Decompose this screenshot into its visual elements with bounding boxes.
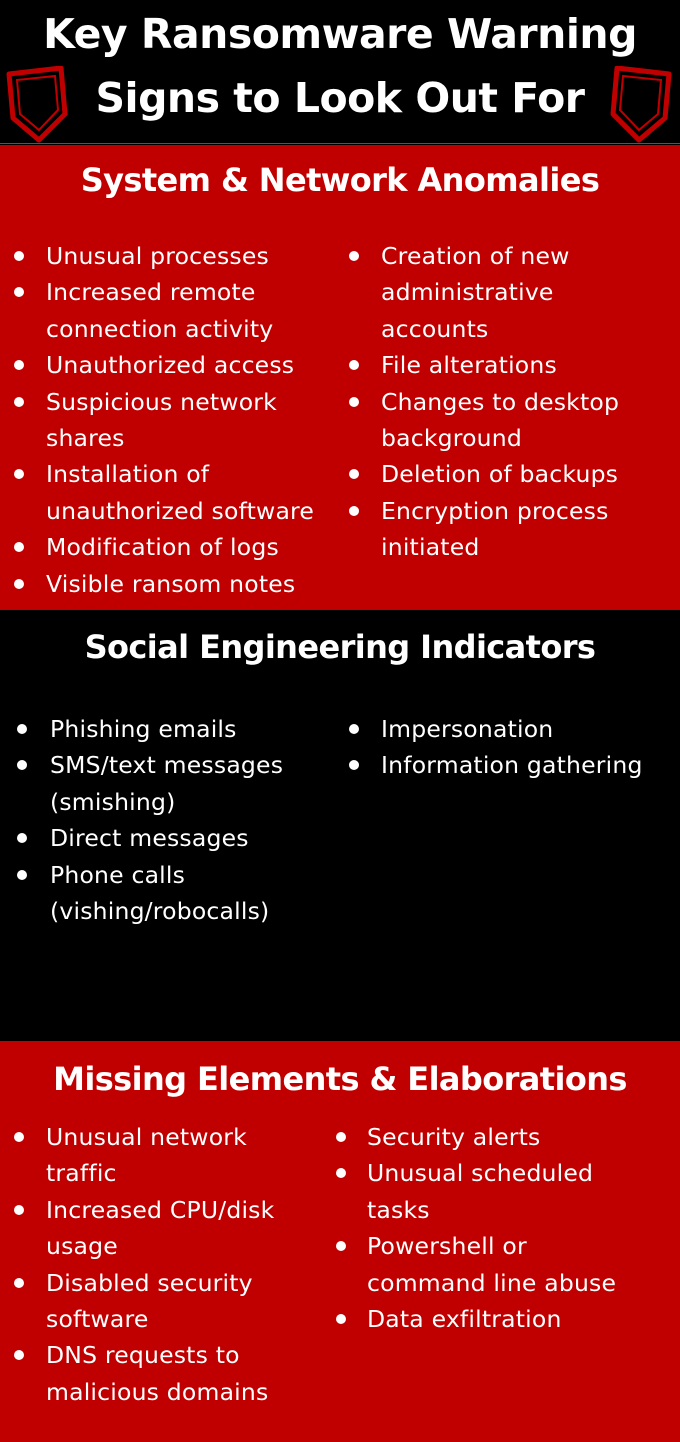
list-item — [14, 384, 344, 457]
list-item-text: Powershell or command line abuse — [367, 1232, 617, 1297]
list-item-text: Data exfiltration — [367, 1305, 562, 1334]
list-item-text: Unauthorized access — [46, 351, 295, 380]
bullet-icon — [349, 360, 359, 370]
bullet-icon — [14, 360, 24, 370]
bullet-icon — [14, 397, 24, 407]
list-item — [17, 820, 337, 856]
bullet-icon — [14, 1350, 24, 1360]
bullet-icon — [14, 469, 24, 479]
section-title: Social Engineering Indicators — [84, 628, 596, 666]
list-item — [336, 1119, 676, 1155]
right-list — [336, 1119, 676, 1337]
list-item — [14, 456, 344, 529]
list-item-text: Unusual scheduled tasks — [367, 1159, 594, 1224]
bullet-icon — [349, 397, 359, 407]
list-item — [336, 1228, 676, 1301]
bullet-icon — [14, 251, 24, 261]
bullet-icon — [17, 833, 27, 843]
list-item-text: SMS/text messages (smishing) — [50, 751, 284, 816]
list-item-text: Unusual processes — [46, 242, 269, 270]
list-item — [14, 347, 344, 383]
section-title: System & Network Anomalies — [80, 161, 600, 199]
page-title-line-1: Key Ransomware Warning — [43, 10, 637, 58]
list-item-text: Encryption process initiated — [381, 496, 609, 562]
list-item-text: Unusual network traffic — [46, 1123, 247, 1188]
list-item — [14, 529, 344, 565]
list-item — [17, 857, 337, 930]
list-item — [349, 493, 679, 566]
bullet-icon — [14, 287, 24, 297]
list-item-text: Information gathering — [381, 751, 643, 780]
bullet-icon — [14, 579, 24, 589]
bullet-icon — [349, 469, 359, 479]
list-item — [14, 1119, 334, 1192]
list-item — [14, 566, 344, 602]
list-item-text: Increased CPU/disk usage — [46, 1195, 275, 1261]
list-item — [17, 711, 337, 747]
bullet-icon — [14, 542, 24, 552]
list-item-text: Increased remote connection activity — [46, 278, 274, 343]
shield-icon — [609, 66, 675, 144]
bullet-icon — [349, 506, 359, 516]
bullet-icon — [336, 1132, 346, 1142]
list-item — [349, 456, 679, 492]
list-item — [14, 1337, 334, 1410]
list-item-text: Direct messages — [50, 824, 249, 853]
list-item-text: Deletion of backups — [381, 460, 619, 489]
bullet-icon — [14, 1278, 24, 1288]
page-title-line-2: Signs to Look Out For — [95, 74, 585, 122]
list-item-text: Disabled security software — [46, 1268, 253, 1334]
left-list — [14, 1119, 334, 1410]
bullet-icon — [336, 1241, 346, 1251]
list-item — [14, 1265, 334, 1338]
left-list — [14, 238, 344, 602]
list-item-text: Impersonation — [381, 715, 554, 743]
bullet-icon — [17, 724, 27, 734]
list-item-text: Changes to desktop background — [381, 387, 620, 453]
left-list — [17, 711, 337, 929]
section-missing-elements-elaborations — [0, 1041, 680, 1442]
list-item-text: File alterations — [381, 351, 557, 380]
bullet-icon — [336, 1314, 346, 1324]
list-item — [14, 238, 344, 274]
shield-icon — [3, 66, 69, 144]
section-title: Missing Elements & Elaborations — [53, 1060, 627, 1098]
bullet-icon — [349, 760, 359, 770]
list-item — [349, 238, 679, 347]
list-item-text: Installation of unauthorized software — [46, 460, 315, 525]
bullet-icon — [349, 251, 359, 261]
list-item — [349, 711, 679, 747]
list-item — [336, 1155, 676, 1228]
list-item-text: Visible ransom notes — [46, 569, 296, 598]
header — [0, 0, 680, 144]
list-item-text: Phishing emails — [50, 715, 237, 743]
bullet-icon — [17, 760, 27, 770]
section-system-network-anomalies — [0, 145, 680, 610]
bullet-icon — [17, 870, 27, 880]
section-social-engineering-indicators — [0, 611, 680, 1041]
list-item-text: Creation of new administrative accounts — [381, 242, 570, 343]
right-list — [349, 238, 679, 566]
list-item — [349, 347, 679, 383]
list-item-text: DNS requests to malicious domains — [46, 1341, 269, 1406]
list-item — [17, 747, 337, 820]
list-item-text: Phone calls (vishing/robocalls) — [50, 860, 270, 926]
list-item-text: Suspicious network shares — [46, 387, 277, 453]
bullet-icon — [14, 1205, 24, 1215]
list-item-text: Security alerts — [367, 1123, 541, 1151]
bullet-icon — [336, 1168, 346, 1178]
bullet-icon — [349, 724, 359, 734]
bullet-icon — [14, 1132, 24, 1142]
list-item — [349, 747, 679, 783]
list-item — [14, 1192, 334, 1265]
list-item-text: Modification of logs — [46, 533, 279, 562]
list-item — [336, 1301, 676, 1337]
list-item — [349, 384, 679, 457]
right-list — [349, 711, 679, 784]
list-item — [14, 274, 344, 347]
